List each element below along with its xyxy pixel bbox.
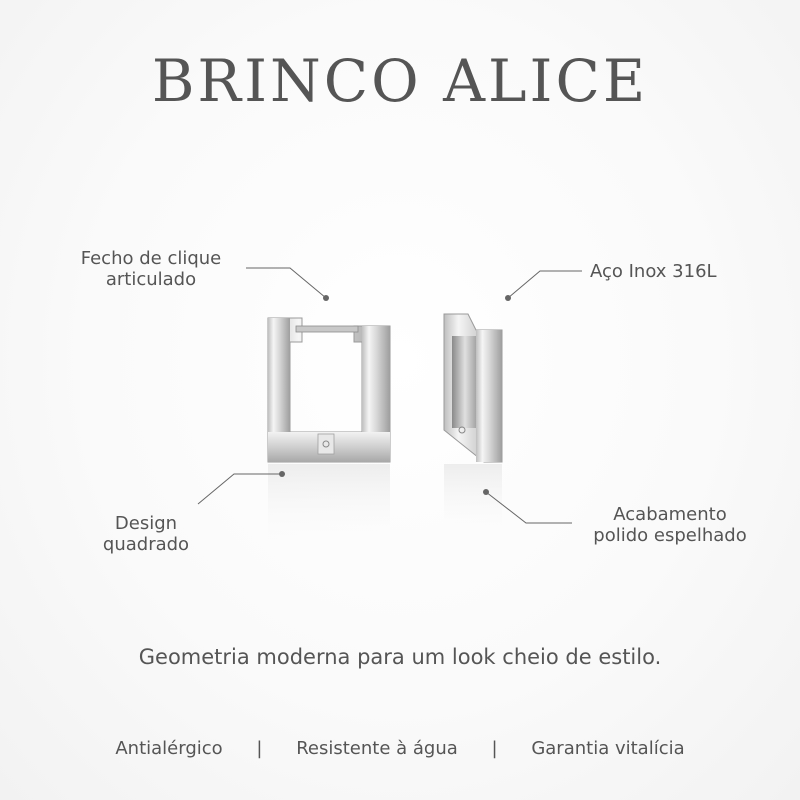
earring-front-reflection [268, 464, 390, 554]
callout-design-line1: Design [114, 513, 178, 534]
callout-finish-line2: polido espelhado [593, 525, 747, 546]
earring-side [444, 314, 502, 462]
callout-finish [570, 504, 770, 546]
callout-dot-clasp [323, 295, 329, 301]
callout-material-line1: Aço Inox 316L [590, 261, 717, 282]
earring-side-reflection [444, 464, 502, 544]
earring-front [268, 318, 390, 462]
callout-clasp-line2: articulado [105, 269, 197, 290]
callout-line-clasp [246, 268, 326, 298]
callout-clasp [56, 248, 246, 290]
callout-dot-design [279, 471, 285, 477]
callout-line-material [508, 271, 582, 298]
feature-warranty: Garantia vitalícia [531, 738, 685, 759]
feature-water-resistant: Resistente à água [296, 738, 458, 759]
callout-design [76, 513, 216, 555]
callout-design-line2: quadrado [102, 534, 190, 555]
feature-antiallergic: Antialérgico [115, 738, 223, 759]
callout-material [590, 261, 760, 282]
callout-finish-line1: Acabamento [613, 504, 727, 525]
tagline: Geometria moderna para um look cheio de estilo. [138, 645, 662, 669]
callout-clasp-line1: Fecho de clique [80, 248, 222, 269]
callout-dot-material [505, 295, 511, 301]
product-title: BRINCO ALICE [151, 47, 649, 115]
feature-separator: | [256, 738, 263, 759]
feature-list [0, 738, 800, 759]
feature-separator: | [491, 738, 498, 759]
callout-dot-finish [483, 489, 489, 495]
